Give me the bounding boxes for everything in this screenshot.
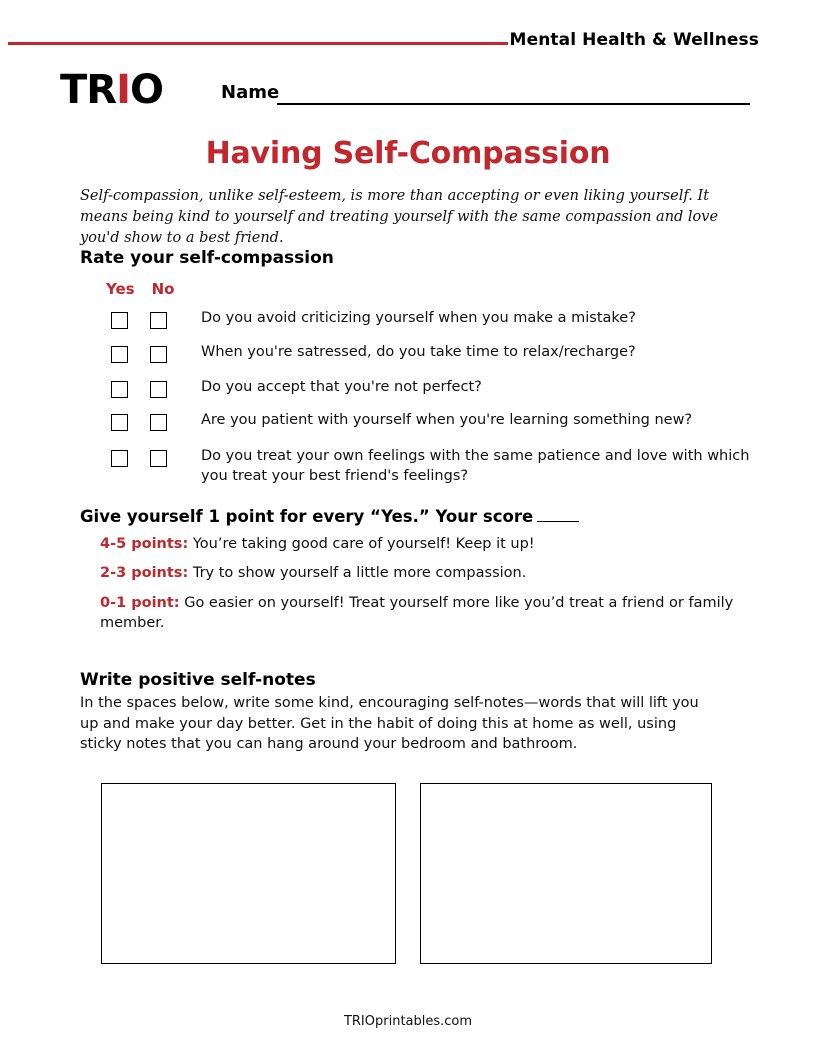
no-column-header: No [151,280,175,298]
score-description-3: Go easier on yourself! Treat yourself more like you’d treat a friend or family member. [100,594,734,631]
checkbox-yes-q2[interactable] [111,346,128,363]
checkbox-no-q1[interactable] [150,312,167,329]
name-input-line[interactable] [277,103,750,105]
yes-column-header: Yes [106,280,135,298]
checkbox-yes-q1[interactable] [111,312,128,329]
page-title: Having Self-Compassion [205,136,611,171]
name-label: Name [221,82,280,103]
question-text-5: Do you treat your own feelings with the same patience and love with which you treat your best friend's feelings? [201,448,750,484]
score-description-1: You’re taking good care of yourself! Keep it up! [192,536,535,552]
checkbox-yes-q3[interactable] [111,381,128,398]
footer-text: TRIOprintables.com [343,1014,473,1029]
score-range-3: 0-1 point: [100,594,180,611]
note-box-left[interactable] [101,783,396,964]
intro-paragraph: Self-compassion, unlike self-esteem, is more than accepting or even liking yourself. It means being kind to yourself and treating yourself with the same compassion and love you'd show to a best friend. [80,188,719,247]
question-text-3: Do you accept that you're not perfect? [201,379,482,395]
checkbox-no-q5[interactable] [150,450,167,467]
score-range-2: 2-3 points: [100,565,189,582]
score-instruction-text: Give yourself 1 point for every “Yes.” Your score [80,507,534,526]
question-text-2: When you're satressed, do you take time to relax/recharge? [201,344,636,360]
score-input-blank[interactable] [537,521,579,522]
checkbox-yes-q5[interactable] [111,450,128,467]
score-instruction [80,507,579,526]
logo-part-tr: TR [60,67,117,113]
section-heading-write: Write positive self-notes [80,670,316,690]
header-rule-decoration [8,42,508,45]
note-box-right[interactable] [420,783,712,964]
list-item [100,593,740,634]
trio-logo [60,67,163,113]
score-description-2: Try to show yourself a little more compassion. [192,565,527,582]
question-text-4: Are you patient with yourself when you're learning something new? [201,412,693,428]
section-heading-rate: Rate your self-compassion [80,248,334,268]
score-range-1: 4-5 points: [100,536,189,552]
yes-no-column-headers [106,280,174,298]
page-header [0,30,816,64]
question-text-1: Do you avoid criticizing yourself when you make a mistake? [201,310,636,326]
checkbox-yes-q4[interactable] [111,414,128,431]
list-item [100,534,740,554]
logo-part-i: I [116,67,130,113]
checkbox-no-q2[interactable] [150,346,167,363]
write-instructions: In the spaces below, write some kind, encouraging self-notes—words that will lift you up and make your day better. Get in the habit of doing this at home as well, using sticky notes that you can hang around your bedroom and bathroom. [80,695,699,753]
checkbox-no-q3[interactable] [150,381,167,398]
checkbox-no-q4[interactable] [150,414,167,431]
list-item [100,563,740,583]
header-title: Mental Health & Wellness [509,30,759,50]
scoring-key [100,534,740,642]
logo-part-o: O [129,67,163,113]
